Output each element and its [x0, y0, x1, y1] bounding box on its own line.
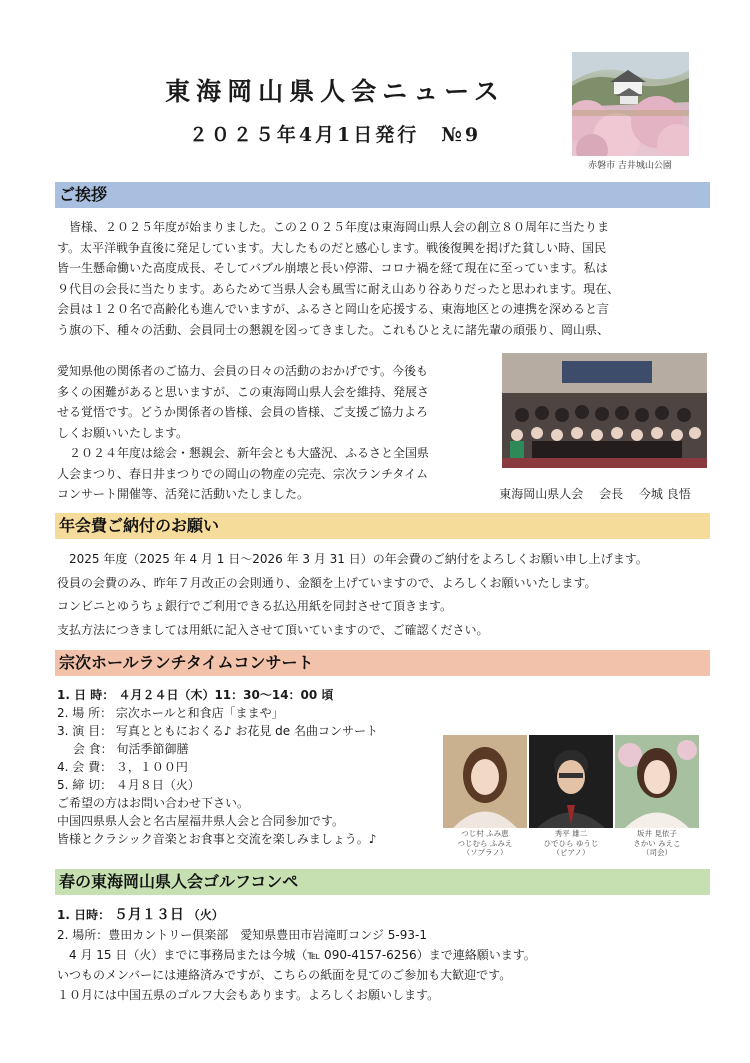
performer-name: つじ村 ふみ恵: [461, 829, 509, 838]
text-line: 4 月 15 日（火）までに事務局または今城（℡ 090-4157-6256）まで連絡願います。: [57, 948, 536, 962]
concert-program: 3. 演 目： 写真とともにおくる♪ お花見 de 名曲コンサート: [57, 724, 378, 738]
concert-deadline: 5. 締 切： ４月８日（火）: [57, 778, 200, 792]
text-line: コンサート開催等、活発に活動いたしました。: [57, 487, 310, 501]
concert-note: ご希望の方はお問い合わせ下さい。: [57, 796, 250, 810]
performer-role: （ソプラノ）: [462, 848, 508, 857]
golf-place: 2. 場所：豊田カントリー倶楽部 愛知県豊田市岩滝町コンジ 5-93-1: [57, 928, 427, 942]
concert-place: 2. 場 所： 宗次ホールと和食店「ままや」: [57, 706, 284, 720]
text-line: 2025 年度（2025 年 4 月 1 日〜2026 年 3 月 31 日）の年会費のご納付をよろしくお願い申し上げます。: [57, 552, 648, 566]
performer-kana: さかい みえこ: [633, 838, 681, 848]
performer-caption: [615, 829, 699, 858]
newsletter-title: 東海岡山県人会ニュース: [165, 77, 505, 106]
golf-date: [57, 905, 707, 925]
performer-photo-soprano: [443, 735, 527, 828]
performer-caption: [529, 829, 613, 858]
performer-role: （ピアノ）: [552, 848, 590, 857]
performer-portrait-soprano: [443, 735, 527, 828]
issue-date: ２０２５年4月1日発行 №9: [188, 124, 482, 146]
concert-date: 1. 日 時： ４月２４日（木）11：30〜14：00 頃: [57, 688, 334, 702]
performer-kana: ひでひら ゆうじ: [543, 838, 599, 848]
performer-role: （司会）: [642, 848, 672, 857]
text-line: 皆一生懸命働いた高度成長、そしてバブル崩壊と長い停滞、コロナ禍を経て現在に至っています。私は: [57, 261, 608, 275]
greeting-text: [57, 217, 707, 340]
text-line: いつものメンバーには連絡済みですが、こちらの紙面を見てのご参加も大歓迎です。: [57, 968, 512, 982]
concert-note: 皆様とクラシック音楽とお食事と交流を楽しみましょう。♪: [57, 832, 377, 846]
performer-kana: つじむら ふみえ: [457, 838, 513, 848]
section-heading-concert: 宗次ホールランチタイムコンサート: [55, 650, 710, 676]
text-line: ２０２４年度は総会・懇親会、新年会とも大盛況、ふるさと全国県: [57, 446, 430, 460]
text-line: 会員は１２０名で高齢化も進んでいますが、ふるさと岡山を応援する、東海地区との連携を深めると言: [57, 302, 610, 316]
performer-name: 秀平 雄二: [554, 829, 588, 838]
performer-portrait-pianist: [529, 735, 613, 828]
concert-fee: 4. 会 費： ３，１００円: [57, 760, 188, 774]
text-line: 役員の会費のみ、昨年７月改正の会則通り、金額を上げていますので、よろしくお願いいたします。: [57, 575, 597, 590]
dues-text: [57, 548, 707, 642]
text-line: １０月には中国五県のゴルフ大会もあります。よろしくお願いします。: [57, 988, 440, 1002]
concert-meal: 会 食： 旬活季節御膳: [57, 742, 189, 756]
group-photo-illustration: [502, 353, 707, 468]
text-line: 支払方法につきましては用紙に記入させて頂いていますので、ご確認ください。: [57, 622, 489, 637]
castle-park-illustration: [572, 52, 689, 156]
text-line: う旗の下、種々の活動、会員同士の懇親を図ってきました。これもひとえに諸先輩の頑張り、岡山県、: [57, 322, 610, 337]
golf-date-label: 1. 日時：: [57, 908, 111, 922]
castle-park-photo: [572, 52, 689, 156]
section-heading-golf: 春の東海岡山県人会ゴルフコンペ: [55, 869, 710, 895]
text-line: 皆様、２０２５年度が始まりました。この２０２５年度は東海岡山県人会の創立８０周年に当たりま: [57, 220, 610, 234]
section-heading-greeting: ご挨拶: [55, 182, 710, 208]
golf-date-day: （火）: [187, 908, 224, 922]
performer-portrait-host: [615, 735, 699, 828]
text-line: せる覚悟です。どうか関係者の皆様、会員の皆様、ご支援ご協力よろ: [57, 405, 429, 419]
text-line: ９代目の会長に当たります。あらためて当県人会も風雪に耐え山あり谷ありだったと思われます。現在、: [57, 281, 620, 296]
performer-caption: [443, 829, 527, 858]
golf-date-value: ５月１３日: [113, 907, 184, 923]
concert-details: [57, 686, 457, 848]
text-line: しくお願いいたします。: [57, 425, 189, 440]
greeting-text-wrapped: [57, 361, 497, 505]
performer-photo-host: [615, 735, 699, 828]
text-line: コンビニとゆうちょ銀行でご利用できる払込用紙を同封させて頂きます。: [57, 599, 453, 613]
signature: 東海岡山県人会 会長 今城 良悟: [499, 487, 691, 501]
performer-name: 坂井 見依子: [637, 829, 677, 838]
golf-details: [57, 905, 707, 1005]
text-line: す。太平洋戦争直後に発足しています。大したものだと感心します。戦後復興を掲げた貧しい時、国民: [57, 240, 607, 255]
group-photo: [502, 353, 707, 468]
section-heading-dues: 年会費ご納付のお願い: [55, 513, 710, 539]
photo-caption: 赤磐市 吉井城山公園: [588, 161, 672, 171]
text-line: 多くの困難があると思いますが、この東海岡山県人会を維持、発展さ: [57, 384, 430, 399]
concert-note: 中国四県県人会と名古屋福井県人会と合同参加です。: [57, 814, 345, 828]
text-line: 人会まつり、春日井まつりでの岡山の物産の完売、宗次ランチタイム: [57, 466, 429, 481]
text-line: 愛知県他の関係者のご協力、会員の日々の活動のおかげです。今後も: [57, 364, 429, 378]
performer-photo-pianist: [529, 735, 613, 828]
